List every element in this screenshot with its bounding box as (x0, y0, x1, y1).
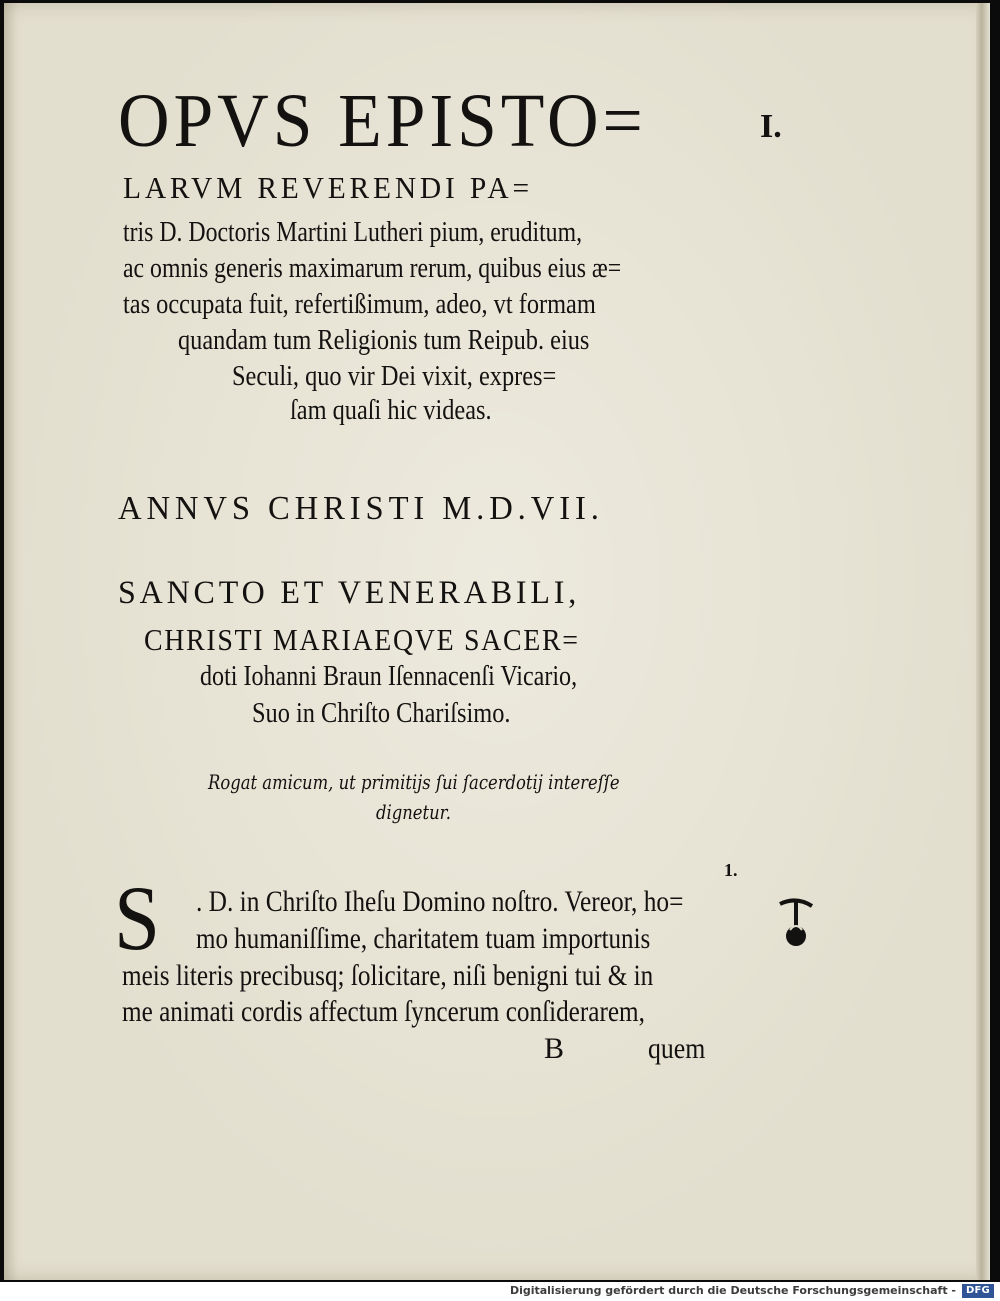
address-line: doti Iohanni Braun Iſennacenſi Vicario, (200, 660, 578, 692)
dfg-logo: DFG (962, 1284, 994, 1298)
pointing-hand-ornament-icon (776, 896, 816, 952)
body-line: me animati cordis affectum ſyncerum conſiderarem, (122, 995, 645, 1028)
title-line: tris D. Doctoris Martini Lutheri pium, eruditum, (123, 216, 583, 248)
folio-number: I. (760, 108, 782, 145)
summary-line: Rogat amicum, ut primitijs ſui ſacerdotij intereſſe (208, 770, 620, 794)
body-line: meis literis precibusq; ſolicitare, niſi benigni tui & in (122, 959, 654, 992)
title-line: ac omnis generis maximarum rerum, quibus eius æ= (123, 252, 622, 284)
title-line: LARVM REVERENDI PA= (123, 170, 533, 205)
signature-mark: B (544, 1032, 565, 1065)
title-line: quandam tum Religionis tum Reipub. eius (178, 324, 590, 356)
address-line: CHRISTI MARIAEQVE SACER= (144, 622, 580, 657)
drop-initial: S (114, 867, 161, 969)
address-line: Suo in Chriſto Chariſsimo. (252, 697, 511, 729)
title-line: OPVS EPISTO= (118, 79, 647, 163)
summary-line: dignetur. (376, 800, 451, 824)
funding-credit: Digitalisierung gefördert durch die Deutsche Forschungsgemeinschaft - (509, 1284, 956, 1297)
body-line: . D. in Chriſto Iheſu Domino noſtro. Vereor, ho= (196, 885, 684, 918)
title-line: tas occupata fuit, refertißimum, adeo, vt formam (123, 288, 596, 320)
page-edge (976, 3, 990, 1280)
title-line: Seculi, quo vir Dei vixit, expres= (232, 360, 557, 392)
title-line: ſam quaſi hic videas. (290, 394, 492, 426)
address-line: SANCTO ET VENERABILI, (118, 575, 581, 611)
catchword: quem (648, 1032, 706, 1065)
year-heading: ANNVS CHRISTI M.D.VII. (118, 490, 604, 527)
body-line: mo humaniſſime, charitatem tuam importunis (196, 922, 651, 955)
footnote-marker: 1. (724, 860, 738, 880)
